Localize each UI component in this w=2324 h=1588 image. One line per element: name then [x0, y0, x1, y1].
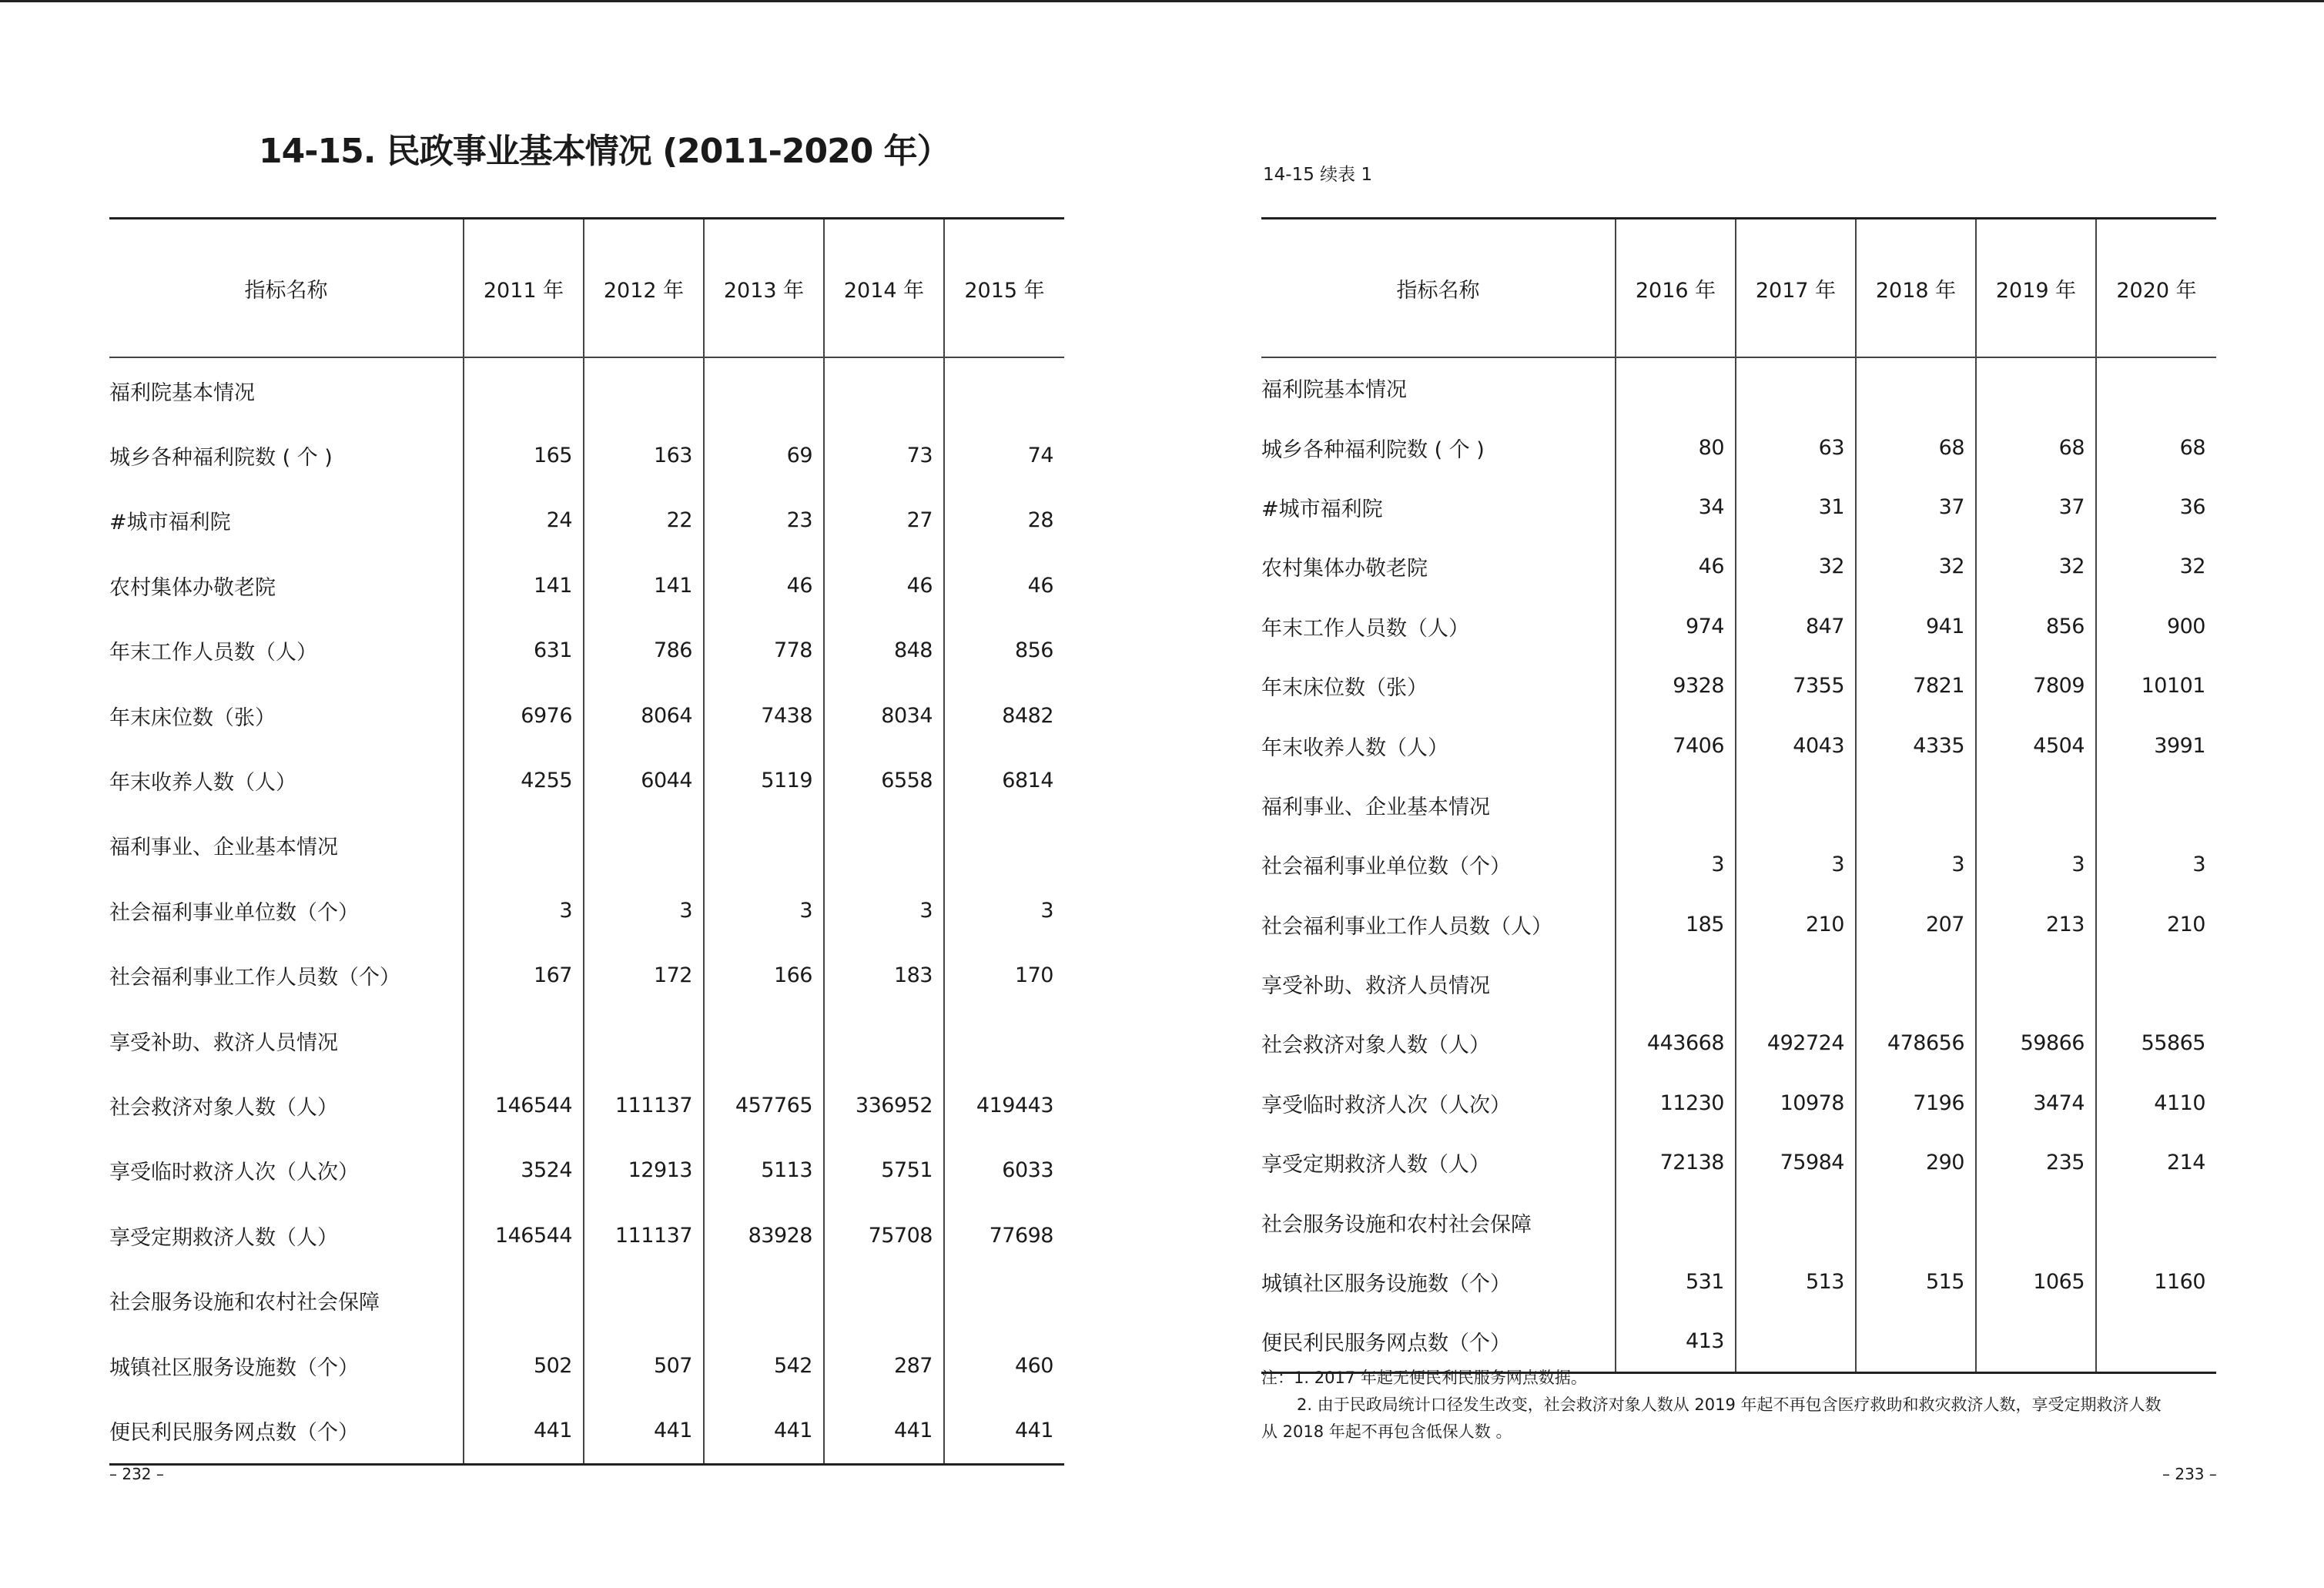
- indicator-name: 享受补助、救济人员情况: [1261, 974, 1490, 999]
- value-cell: 4504: [1976, 715, 2096, 775]
- table-row: [109, 1398, 1064, 1464]
- value-cell: 460: [944, 1333, 1064, 1398]
- value-cell: [1616, 1192, 1736, 1251]
- value-cell: 4043: [1736, 715, 1856, 775]
- indicator-name: 城镇社区服务设施数（个）: [109, 1355, 359, 1380]
- value-cell: [944, 1008, 1064, 1073]
- value-cell: 141: [464, 553, 584, 618]
- indicator-name: 福利院基本情况: [1261, 378, 1407, 403]
- value-cell: 413: [1616, 1312, 1736, 1372]
- value-cell: [1856, 954, 1976, 1013]
- value-cell: 68: [2096, 417, 2216, 477]
- indicator-name: 城镇社区服务设施数（个）: [1261, 1272, 1511, 1297]
- value-cell: 441: [464, 1398, 584, 1464]
- value-cell: 515: [1856, 1252, 1976, 1312]
- value-cell: 6044: [584, 748, 704, 812]
- value-cell: 478656: [1856, 1013, 1976, 1073]
- indicator-name: 享受定期救济人数（人）: [109, 1225, 338, 1250]
- value-cell: 213: [1976, 895, 2096, 954]
- value-cell: 7438: [704, 683, 824, 748]
- value-cell: 27: [824, 488, 944, 553]
- column-header-year: 2011 年: [464, 219, 584, 358]
- value-cell: [1736, 1192, 1856, 1251]
- value-cell: [824, 813, 944, 878]
- indicator-name: 年末床位数（张）: [109, 705, 276, 730]
- value-cell: [1976, 954, 2096, 1013]
- value-cell: 32: [2096, 537, 2216, 596]
- column-header-year: 2019 年: [1976, 219, 2096, 358]
- page-number-left: – 232 –: [109, 1465, 164, 1483]
- column-header-year: 2013 年: [704, 219, 824, 358]
- value-cell: 941: [1856, 597, 1976, 656]
- note-line: 注：1. 2017 年起无便民利民服务网点数据。: [1261, 1369, 1587, 1387]
- indicator-name: 城乡各种福利院数 ( 个 ): [109, 446, 333, 471]
- value-cell: [1736, 357, 1856, 417]
- value-cell: 3: [1976, 835, 2096, 894]
- value-cell: [2096, 1312, 2216, 1372]
- indicator-name: 社会福利事业工作人员数（个）: [109, 966, 400, 990]
- value-cell: 68: [1856, 417, 1976, 477]
- indicator-name: 社会福利事业工作人员数（人）: [1261, 914, 1552, 939]
- indicator-name: 年末床位数（张）: [1261, 676, 1428, 701]
- value-cell: [584, 1008, 704, 1073]
- value-cell: 68: [1976, 417, 2096, 477]
- indicator-name: 社会救济对象人数（人）: [109, 1095, 338, 1120]
- table-row: [1261, 895, 2216, 954]
- value-cell: 3: [944, 878, 1064, 943]
- value-cell: 83928: [704, 1203, 824, 1268]
- value-cell: 235: [1976, 1133, 2096, 1192]
- value-cell: [1976, 776, 2096, 835]
- value-cell: 441: [824, 1398, 944, 1464]
- value-cell: [1976, 357, 2096, 417]
- value-cell: [1736, 776, 1856, 835]
- indicator-name: 福利事业、企业基本情况: [109, 836, 338, 860]
- value-cell: 23: [704, 488, 824, 553]
- table-row: [109, 553, 1064, 618]
- value-cell: 974: [1616, 597, 1736, 656]
- section-row: [1261, 776, 2216, 835]
- indicator-name: #城市福利院: [109, 511, 231, 535]
- value-cell: 9328: [1616, 656, 1736, 715]
- value-cell: 11230: [1616, 1074, 1736, 1133]
- value-cell: 46: [944, 553, 1064, 618]
- value-cell: [2096, 1192, 2216, 1251]
- value-cell: 441: [704, 1398, 824, 1464]
- table-row: [109, 1138, 1064, 1203]
- value-cell: 631: [464, 618, 584, 683]
- value-cell: 7196: [1856, 1074, 1976, 1133]
- section-row: [109, 813, 1064, 878]
- section-row: [109, 1008, 1064, 1073]
- indicator-name: 福利院基本情况: [109, 380, 255, 405]
- value-cell: 28: [944, 488, 1064, 553]
- indicator-name: 社会福利事业单位数（个）: [1261, 855, 1511, 879]
- section-row: [109, 357, 1064, 423]
- value-cell: 4110: [2096, 1074, 2216, 1133]
- value-cell: 10978: [1736, 1074, 1856, 1133]
- value-cell: 55865: [2096, 1013, 2216, 1073]
- value-cell: 502: [464, 1333, 584, 1398]
- indicator-name: 便民利民服务网点数（个）: [1261, 1312, 1616, 1372]
- value-cell: 111137: [584, 1203, 704, 1268]
- table-notes: [1261, 1365, 2224, 1446]
- table-row: [109, 943, 1064, 1008]
- value-cell: [824, 1008, 944, 1073]
- value-cell: 531: [1616, 1252, 1736, 1312]
- section-row: [1261, 357, 2216, 417]
- value-cell: 786: [584, 618, 704, 683]
- indicator-name: 享受定期救济人数（人）: [1261, 1153, 1490, 1178]
- column-header-year: 2015 年: [944, 219, 1064, 358]
- indicator-name: 城乡各种福利院数 ( 个 ): [1261, 437, 1485, 462]
- section-row: [1261, 954, 2216, 1013]
- value-cell: 441: [584, 1398, 704, 1464]
- value-cell: 3: [1736, 835, 1856, 894]
- page-number-right: – 233 –: [2162, 1465, 2217, 1483]
- value-cell: 856: [1976, 597, 2096, 656]
- table-row: [1261, 597, 2216, 656]
- value-cell: [2096, 357, 2216, 417]
- value-cell: 46: [704, 553, 824, 618]
- value-cell: 63: [1736, 417, 1856, 477]
- table-row: [109, 878, 1064, 943]
- value-cell: 170: [944, 943, 1064, 1008]
- value-cell: [1856, 357, 1976, 417]
- value-cell: 778: [704, 618, 824, 683]
- value-cell: 5119: [704, 748, 824, 812]
- column-header-indicator: 指标名称: [1261, 219, 1616, 358]
- table-row: [1261, 477, 2216, 537]
- indicator-name: 福利事业、企业基本情况: [1261, 795, 1490, 819]
- table-row: [1261, 537, 2216, 596]
- value-cell: 4255: [464, 748, 584, 812]
- value-cell: 4335: [1856, 715, 1976, 775]
- value-cell: 185: [1616, 895, 1736, 954]
- top-border-rule: [0, 0, 2324, 2]
- value-cell: 5751: [824, 1138, 944, 1203]
- value-cell: [1616, 954, 1736, 1013]
- indicator-name: 享受补助、救济人员情况: [109, 1030, 338, 1055]
- value-cell: 75708: [824, 1203, 944, 1268]
- value-cell: 3991: [2096, 715, 2216, 775]
- value-cell: [704, 1268, 824, 1332]
- value-cell: [464, 1008, 584, 1073]
- value-cell: [1616, 776, 1736, 835]
- indicator-name: 年末工作人员数（人）: [109, 641, 317, 665]
- value-cell: 1065: [1976, 1252, 2096, 1312]
- table-header-row: [109, 219, 1064, 358]
- note-line: 2. 由于民政局统计口径发生改变，社会救济对象人数从 2019 年起不再包含医疗救助和救灾救济人数，享受定期救济人数: [1297, 1395, 2162, 1414]
- value-cell: 146544: [464, 1203, 584, 1268]
- column-header-year: 2014 年: [824, 219, 944, 358]
- table-row: [1261, 835, 2216, 894]
- value-cell: [464, 1268, 584, 1332]
- column-header-year: 2018 年: [1856, 219, 1976, 358]
- value-cell: [1736, 1312, 1856, 1372]
- value-cell: 3: [824, 878, 944, 943]
- value-cell: [944, 357, 1064, 423]
- value-cell: [1856, 1192, 1976, 1251]
- value-cell: [584, 813, 704, 878]
- table-row: [1261, 1252, 2216, 1312]
- value-cell: [944, 1268, 1064, 1332]
- page-title: 14-15. 民政事业基本情况 (2011-2020 年）: [259, 132, 950, 171]
- indicator-name: 农村集体办敬老院: [109, 575, 276, 600]
- table-row: [109, 1333, 1064, 1398]
- value-cell: [704, 813, 824, 878]
- value-cell: 163: [584, 423, 704, 487]
- value-cell: 165: [464, 423, 584, 487]
- value-cell: 22: [584, 488, 704, 553]
- indicator-name: 享受临时救济人次（人次）: [1261, 1093, 1511, 1117]
- value-cell: 847: [1736, 597, 1856, 656]
- value-cell: 77698: [944, 1203, 1064, 1268]
- value-cell: 900: [2096, 597, 2216, 656]
- value-cell: [704, 1008, 824, 1073]
- value-cell: 210: [2096, 895, 2216, 954]
- indicator-name: 年末工作人员数（人）: [1261, 616, 1469, 641]
- value-cell: 419443: [944, 1073, 1064, 1137]
- value-cell: 3: [704, 878, 824, 943]
- value-cell: [464, 813, 584, 878]
- indicator-name: 农村集体办敬老院: [1261, 557, 1428, 581]
- value-cell: 3524: [464, 1138, 584, 1203]
- value-cell: [704, 357, 824, 423]
- value-cell: 6976: [464, 683, 584, 748]
- value-cell: [1976, 1312, 2096, 1372]
- value-cell: 8482: [944, 683, 1064, 748]
- value-cell: 37: [1976, 477, 2096, 537]
- value-cell: 3: [1856, 835, 1976, 894]
- value-cell: 6033: [944, 1138, 1064, 1203]
- value-cell: [1736, 954, 1856, 1013]
- value-cell: 1160: [2096, 1252, 2216, 1312]
- value-cell: 46: [1616, 537, 1736, 596]
- value-cell: 6558: [824, 748, 944, 812]
- value-cell: 3: [1616, 835, 1736, 894]
- value-cell: 31: [1736, 477, 1856, 537]
- value-cell: 8064: [584, 683, 704, 748]
- value-cell: 5113: [704, 1138, 824, 1203]
- value-cell: [1976, 1192, 2096, 1251]
- value-cell: 287: [824, 1333, 944, 1398]
- indicator-name: 社会服务设施和农村社会保障: [1261, 1212, 1532, 1237]
- stats-table-2016-2020: [1261, 217, 2216, 1374]
- value-cell: 73: [824, 423, 944, 487]
- table-row: [1261, 1074, 2216, 1133]
- value-cell: 8034: [824, 683, 944, 748]
- column-header-indicator: 指标名称: [109, 219, 464, 358]
- value-cell: 80: [1616, 417, 1736, 477]
- value-cell: 336952: [824, 1073, 944, 1137]
- value-cell: 542: [704, 1333, 824, 1398]
- column-header-year: 2012 年: [584, 219, 704, 358]
- value-cell: [1856, 1312, 1976, 1372]
- column-header-year: 2016 年: [1616, 219, 1736, 358]
- indicator-name: 社会救济对象人数（人）: [1261, 1034, 1490, 1058]
- table-row: [1261, 1133, 2216, 1192]
- table-row: [1261, 656, 2216, 715]
- value-cell: 141: [584, 553, 704, 618]
- indicator-name: 便民利民服务网点数（个）: [109, 1398, 464, 1464]
- column-header-year: 2017 年: [1736, 219, 1856, 358]
- value-cell: [584, 357, 704, 423]
- value-cell: 166: [704, 943, 824, 1008]
- value-cell: [2096, 776, 2216, 835]
- table-row: [1261, 1013, 2216, 1073]
- value-cell: 443668: [1616, 1013, 1736, 1073]
- value-cell: [1856, 776, 1976, 835]
- value-cell: 3: [2096, 835, 2216, 894]
- value-cell: 34: [1616, 477, 1736, 537]
- indicator-name: 社会福利事业单位数（个）: [109, 900, 359, 925]
- value-cell: 111137: [584, 1073, 704, 1137]
- value-cell: 7809: [1976, 656, 2096, 715]
- value-cell: 36: [2096, 477, 2216, 537]
- value-cell: 513: [1736, 1252, 1856, 1312]
- value-cell: 72138: [1616, 1133, 1736, 1192]
- value-cell: 24: [464, 488, 584, 553]
- stats-table-2011-2015: [109, 217, 1064, 1466]
- value-cell: 75984: [1736, 1133, 1856, 1192]
- section-row: [109, 1268, 1064, 1332]
- indicator-name: 年末收养人数（人）: [1261, 735, 1448, 760]
- value-cell: 457765: [704, 1073, 824, 1137]
- value-cell: [1616, 357, 1736, 417]
- indicator-name: 享受临时救济人次（人次）: [109, 1161, 359, 1185]
- value-cell: 3474: [1976, 1074, 2096, 1133]
- value-cell: 37: [1856, 477, 1976, 537]
- continuation-title: 14-15 续表 1: [1263, 165, 1373, 185]
- table-header-row: [1261, 219, 2216, 358]
- value-cell: 290: [1856, 1133, 1976, 1192]
- table-row: [1261, 715, 2216, 775]
- value-cell: [2096, 954, 2216, 1013]
- table-row: [109, 423, 1064, 487]
- indicator-name: #城市福利院: [1261, 497, 1383, 521]
- value-cell: 3: [464, 878, 584, 943]
- indicator-name: 年末收养人数（人）: [109, 771, 296, 796]
- value-cell: 32: [1736, 537, 1856, 596]
- table-row: [1261, 1312, 2216, 1372]
- table-row: [109, 683, 1064, 748]
- value-cell: 69: [704, 423, 824, 487]
- table-row: [109, 488, 1064, 553]
- value-cell: [824, 1268, 944, 1332]
- value-cell: 848: [824, 618, 944, 683]
- column-header-year: 2020 年: [2096, 219, 2216, 358]
- value-cell: 10101: [2096, 656, 2216, 715]
- value-cell: 207: [1856, 895, 1976, 954]
- value-cell: [824, 357, 944, 423]
- table-row: [109, 748, 1064, 812]
- indicator-name: 社会服务设施和农村社会保障: [109, 1291, 380, 1315]
- value-cell: [464, 357, 584, 423]
- value-cell: 6814: [944, 748, 1064, 812]
- value-cell: 856: [944, 618, 1064, 683]
- value-cell: 210: [1736, 895, 1856, 954]
- table-row: [109, 1203, 1064, 1268]
- value-cell: 46: [824, 553, 944, 618]
- value-cell: 167: [464, 943, 584, 1008]
- value-cell: 172: [584, 943, 704, 1008]
- table-row: [1261, 417, 2216, 477]
- section-row: [1261, 1192, 2216, 1251]
- value-cell: 74: [944, 423, 1064, 487]
- value-cell: 183: [824, 943, 944, 1008]
- value-cell: 441: [944, 1398, 1064, 1464]
- value-cell: 7355: [1736, 656, 1856, 715]
- value-cell: 7821: [1856, 656, 1976, 715]
- value-cell: [584, 1268, 704, 1332]
- value-cell: 3: [584, 878, 704, 943]
- value-cell: 32: [1976, 537, 2096, 596]
- table-row: [109, 1073, 1064, 1137]
- table-row: [109, 618, 1064, 683]
- value-cell: 12913: [584, 1138, 704, 1203]
- value-cell: 7406: [1616, 715, 1736, 775]
- value-cell: 146544: [464, 1073, 584, 1137]
- value-cell: 59866: [1976, 1013, 2096, 1073]
- value-cell: 32: [1856, 537, 1976, 596]
- value-cell: 492724: [1736, 1013, 1856, 1073]
- value-cell: 507: [584, 1333, 704, 1398]
- note-line: 从 2018 年起不再包含低保人数 。: [1261, 1422, 1512, 1441]
- value-cell: [944, 813, 1064, 878]
- value-cell: 214: [2096, 1133, 2216, 1192]
